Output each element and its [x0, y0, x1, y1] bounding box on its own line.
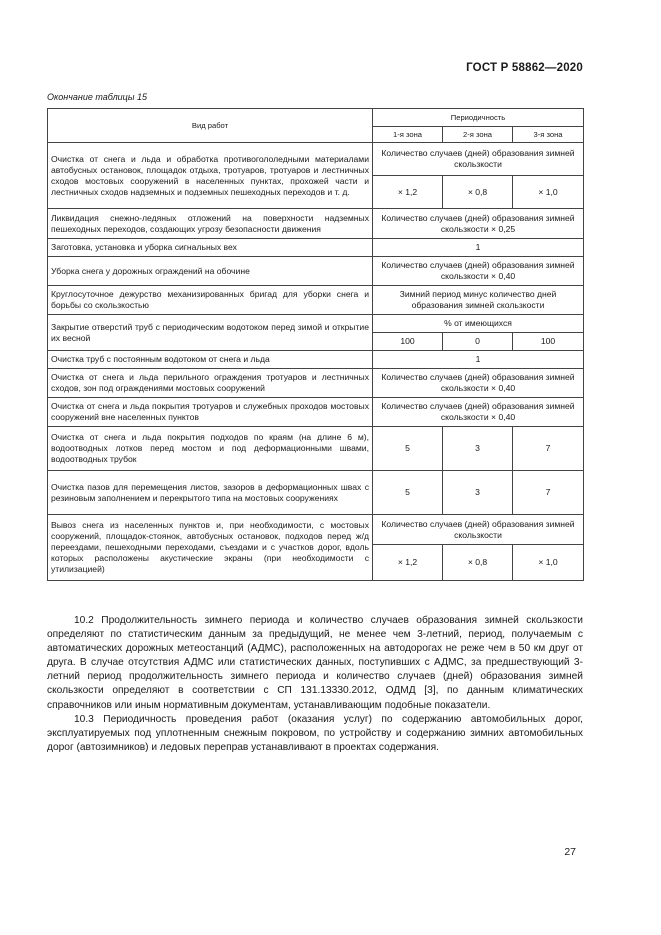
- periodicity-cell: Количество случаев (дней) образования зимней скользкости × 0,40: [373, 257, 584, 286]
- page-number: 27: [564, 846, 576, 858]
- table-row: [48, 257, 584, 286]
- zone-1-value: × 1,2: [373, 545, 443, 581]
- table-row: [48, 369, 584, 398]
- zone-3-value: 7: [513, 471, 584, 515]
- work-cell: Очистка труб с постоянным водотоком от снега и льда: [48, 351, 373, 369]
- periodicity-cell: Количество случаев (дней) образования зимней скользкости: [373, 143, 584, 176]
- work-cell: Заготовка, установка и уборка сигнальных вех: [48, 239, 373, 257]
- table-row: [48, 239, 584, 257]
- header-work-type: Вид работ: [48, 109, 373, 143]
- zone-1-value: 100: [373, 333, 443, 351]
- zone-2-value: × 0,8: [443, 176, 513, 209]
- zone-1-value: × 1,2: [373, 176, 443, 209]
- zone-3-value: × 1,0: [513, 176, 584, 209]
- work-cell: Очистка от снега и льда покрытия тротуаров и служебных проходов мостовых сооружений вне населенных пунктов: [48, 398, 373, 427]
- table-row: [48, 209, 584, 239]
- work-cell: Очистка от снега и льда покрытия подходов по краям (на длине 6 м), водоотводных лотков перед мостом и под деформационными швами, водоотводных трубок: [48, 427, 373, 471]
- periodicity-cell: % от имеющихся: [373, 315, 584, 333]
- work-cell: Вывоз снега из населенных пунктов и, при необходимости, с мостовых сооружений, площадок-стоянок, автобусных остановок, подходов перед ж/д переездами, пешеходными переходами, съездами и с участков дорог, вдоль которых расположены акустические экраны (при необходимости с утилизацией): [48, 515, 373, 581]
- paragraph-10-3: 10.3 Периодичность проведения работ (оказания услуг) по содержанию автомобильных дорог, эксплуатируемых под уплотненным снежным покровом, по устройству и содержанию зимних автомобильных дорог (автозимников) и ледовых переправ устанавливают в проектах содержания.: [47, 713, 583, 753]
- zone-2-value: 0: [443, 333, 513, 351]
- work-cell: Очистка пазов для перемещения листов, зазоров в деформационных швах с резиновым заполнением и перекрытого типа на мостовых сооружениях: [48, 471, 373, 515]
- header-periodicity: Периодичность: [373, 109, 584, 127]
- zone-3-value: 100: [513, 333, 584, 351]
- paragraph-10-2: 10.2 Продолжительность зимнего периода и количество случаев образования зимней скользкости определяют по статистическим данным за предыдущий, не менее чем 3-летний, период, получаемым с автоматических дорожных метеостанций (АДМС), расположенных на автодорогах не реже чем в 50 км друг от друга. В случае отсутствия АДМС или статистических данных, поступивших с АДМС, за предшествующий 3-летний период продолжительность зимнего периода и количество случаев (дней) образования зимней скользкости определяют в соответствии с СП 131.13330.2012, ОДМД [3], по данным климатических справочников или иным нормативным документам, устанавливающим подобные показатели.: [47, 615, 583, 711]
- table-row: [48, 515, 584, 545]
- periodicity-table: [47, 108, 584, 581]
- work-cell: Уборка снега у дорожных ограждений на обочине: [48, 257, 373, 286]
- table-header-row: [48, 109, 584, 127]
- work-cell: Очистка от снега и льда перильного ограждения тротуаров и лестничных сходов, зон под ограждениями мостовых сооружений: [48, 369, 373, 398]
- header-zone-1: 1-я зона: [373, 127, 443, 143]
- periodicity-cell: Зимний период минус количество дней образования зимней скользкости: [373, 286, 584, 315]
- table-row: [48, 427, 584, 471]
- table-row: [48, 351, 584, 369]
- periodicity-cell: Количество случаев (дней) образования зимней скользкости × 0,40: [373, 369, 584, 398]
- periodicity-cell: Количество случаев (дней) образования зимней скользкости: [373, 515, 584, 545]
- zone-1-value: 5: [373, 427, 443, 471]
- table-row: [48, 471, 584, 515]
- zone-3-value: × 1,0: [513, 545, 584, 581]
- standard-designation: ГОСТ Р 58862—2020: [466, 62, 583, 74]
- work-cell: Ликвидация снежно-ледяных отложений на поверхности надземных пешеходных переходов, создающих угрозу безопасности движения: [48, 209, 373, 239]
- periodicity-cell: Количество случаев (дней) образования зимней скользкости × 0,25: [373, 209, 584, 239]
- table-row: [48, 398, 584, 427]
- header-zone-3: 3-я зона: [513, 127, 584, 143]
- zone-1-value: 5: [373, 471, 443, 515]
- zone-2-value: × 0,8: [443, 545, 513, 581]
- zone-2-value: 3: [443, 427, 513, 471]
- work-cell: Закрытие отверстий труб с периодическим водотоком перед зимой и открытие их весной: [48, 315, 373, 351]
- table-row: [48, 315, 584, 333]
- periodicity-cell: 1: [373, 239, 584, 257]
- body-text: [47, 614, 583, 755]
- table-row: [48, 286, 584, 315]
- zone-2-value: 3: [443, 471, 513, 515]
- table-caption: Окончание таблицы 15: [47, 92, 147, 102]
- periodicity-cell: 1: [373, 351, 584, 369]
- table-row: [48, 143, 584, 176]
- zone-3-value: 7: [513, 427, 584, 471]
- work-cell: Круглосуточное дежурство механизированных бригад для уборки снега и борьбы со скользкостью: [48, 286, 373, 315]
- work-cell: Очистка от снега и льда и обработка противогололедными материалами автобусных остановок, площадок отдыха, тротуаров, тротуаров и лестничных сходов мостовых сооружений в населенных пунктах, прохожей части и лестничных сходов надземных и подземных пешеходных переходов и т. д.: [48, 143, 373, 209]
- header-zone-2: 2-я зона: [443, 127, 513, 143]
- periodicity-cell: Количество случаев (дней) образования зимней скользкости × 0,40: [373, 398, 584, 427]
